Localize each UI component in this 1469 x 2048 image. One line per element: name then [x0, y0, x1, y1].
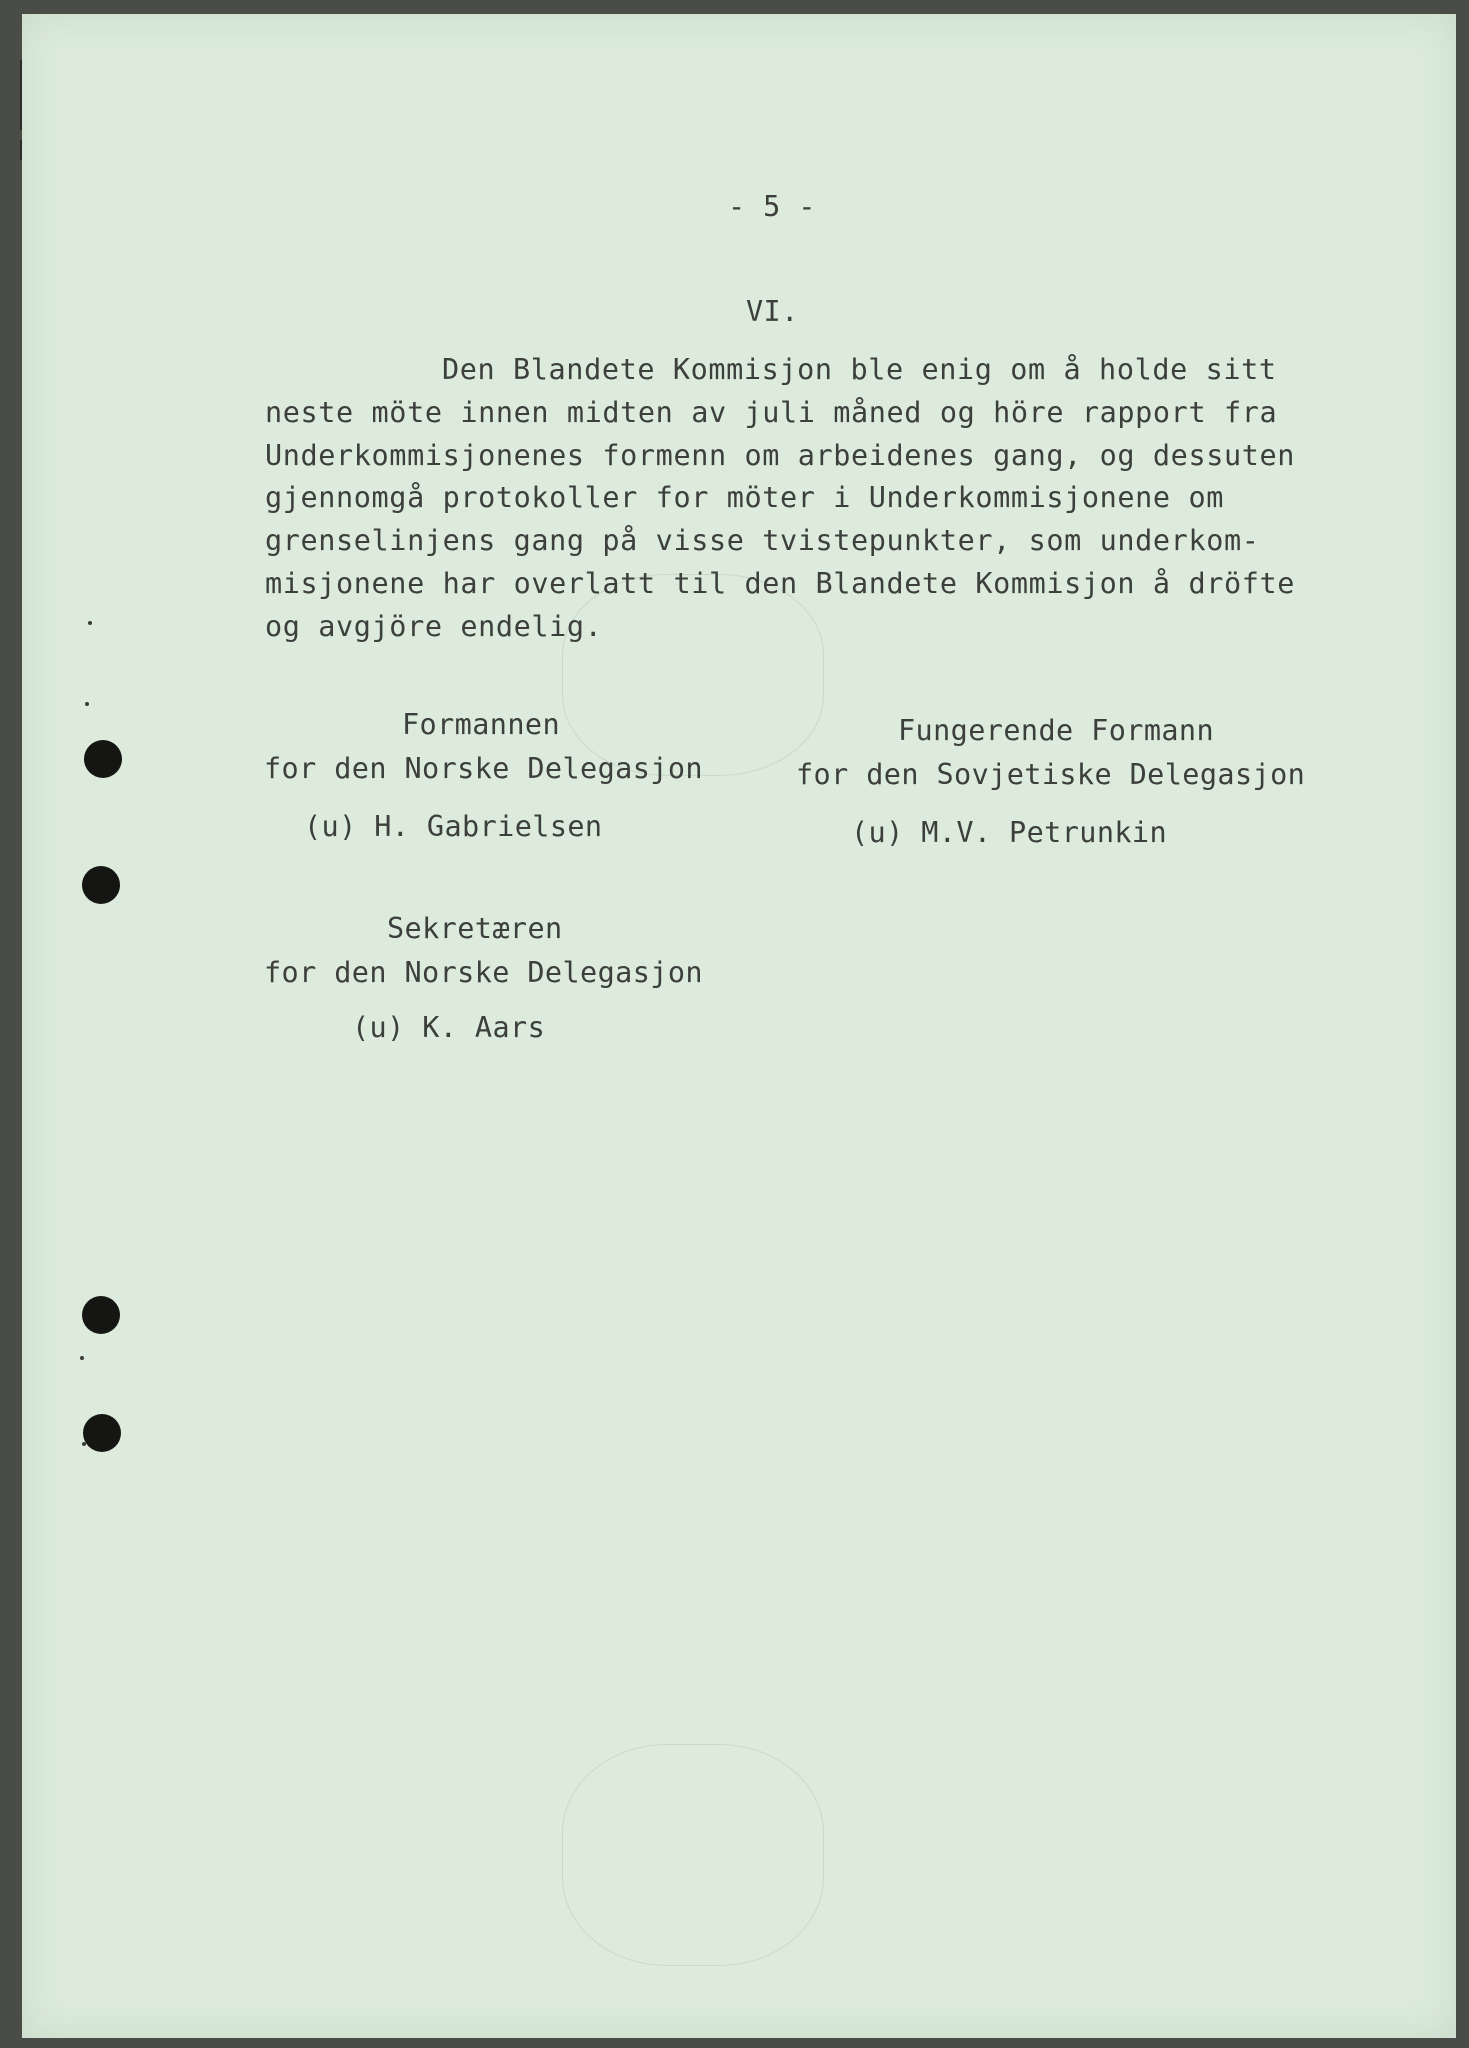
signature-delegation: for den Sovjetiske Delegasjon	[796, 758, 1306, 791]
ghost-stamp-mark	[562, 1744, 824, 1966]
signature-name: (u) M.V. Petrunkin	[851, 816, 1168, 849]
signature-name: (u) K. Aars	[352, 1011, 546, 1044]
signature-delegation: for den Norske Delegasjon	[264, 752, 703, 785]
punch-hole	[82, 866, 120, 904]
speck	[80, 1356, 84, 1360]
speck	[82, 1442, 86, 1446]
body-line: gjennomgå protokoller for möter i Underkommisjonene om	[265, 481, 1224, 514]
body-line: Den Blandete Kommisjon ble enig om å holde sitt	[442, 353, 1277, 386]
ghost-stamp-mark	[562, 574, 824, 776]
body-line: neste möte innen midten av juli måned og höre rapport fra	[265, 396, 1278, 429]
body-line: og avgjöre endelig.	[265, 610, 603, 643]
signature-title: Fungerende Formann	[898, 714, 1215, 747]
punch-hole	[83, 1414, 121, 1452]
signature-name: (u) H. Gabrielsen	[304, 810, 603, 843]
signature-delegation: for den Norske Delegasjon	[264, 956, 703, 989]
punch-hole	[82, 1296, 120, 1334]
speck	[88, 621, 92, 625]
page-number: - 5 -	[728, 190, 816, 223]
body-line: grenselinjens gang på visse tvistepunkter, som underkom-	[265, 524, 1260, 557]
body-line: Underkommisjonenes formenn om arbeidenes gang, og dessuten	[265, 439, 1295, 472]
speck	[85, 702, 89, 706]
paper-sheet	[22, 14, 1456, 2038]
body-line: misjonene har overlatt til den Blandete Kommisjon å dröfte	[265, 567, 1295, 600]
signature-title: Sekretæren	[387, 912, 563, 945]
signature-title: Formannen	[402, 708, 561, 741]
punch-hole	[84, 740, 122, 778]
section-heading: VI.	[746, 295, 799, 328]
